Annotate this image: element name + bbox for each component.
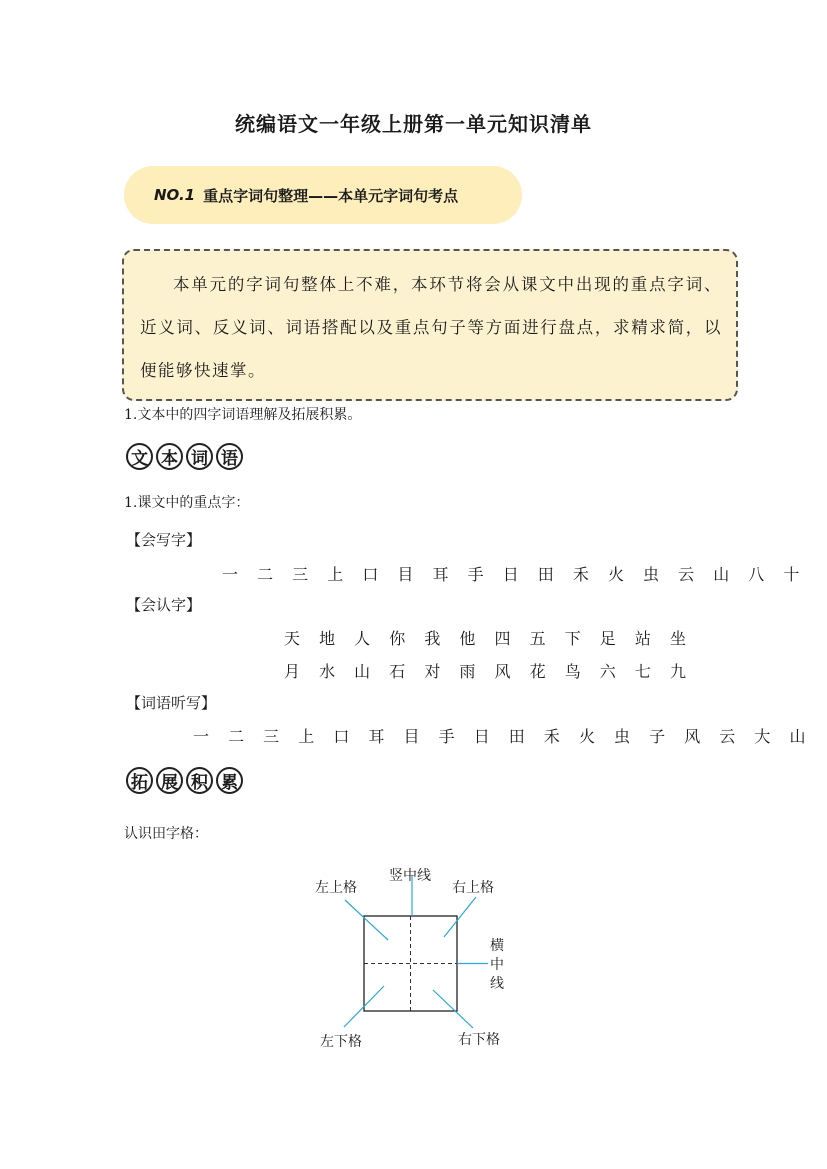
page-title: 统编语文一年级上册第一单元知识清单 [235, 112, 592, 136]
recognize-chars-row-2: 月 水 山 石 对 雨 风 花 鸟 六 七 九 [284, 662, 693, 681]
item-four-char-words: 1.文本中的四字词语理解及拓展积累。 [124, 407, 362, 423]
badge-char: 积 [186, 767, 213, 794]
recognize-chars-label: 【会认字】 [126, 596, 202, 614]
badge-char: 展 [156, 767, 183, 794]
badge-char: 文 [126, 443, 153, 470]
write-chars: 一 二 三 上 口 目 耳 手 日 田 禾 火 虫 云 山 八 十 [222, 565, 807, 584]
pointer-top-left [345, 900, 388, 940]
label-horizontal-center [490, 937, 504, 994]
grid-intro: 认识田字格： [124, 826, 208, 842]
badge-char: 拓 [126, 767, 153, 794]
badge-char: 语 [216, 443, 243, 470]
dictation-label: 【词语听写】 [126, 694, 217, 712]
pointer-bottom-right [433, 990, 473, 1028]
label-bottom-left: 左下格 [320, 1034, 362, 1050]
badge-extension [126, 767, 243, 794]
badge-char: 词 [186, 443, 213, 470]
label-char: 线 [490, 976, 504, 992]
intro-text: 本单元的字词句整体上不难，本环节将会从课文中出现的重点字词、近义词、反义词、词语搭配以及重点句子等方面进行盘点，求精求简，以便能够快速掌。 [140, 275, 722, 380]
label-char: 横 [490, 938, 504, 954]
badge-char: 累 [216, 767, 243, 794]
label-vertical-center: 竖中线 [389, 868, 431, 884]
intro-box [122, 249, 738, 401]
label-bottom-right: 右下格 [458, 1032, 500, 1048]
label-top-left: 左上格 [315, 880, 357, 896]
label-top-right: 右上格 [452, 880, 494, 896]
section-number: NO.1 [154, 186, 196, 204]
section-title: 重点字词句整理——本单元字词句考点 [203, 186, 459, 205]
badge-text-words [126, 443, 243, 470]
write-chars-label: 【会写字】 [126, 531, 202, 549]
badge-char: 本 [156, 443, 183, 470]
label-char: 中 [490, 957, 504, 973]
recognize-chars-row-1: 天 地 人 你 我 他 四 五 下 足 站 坐 [284, 629, 693, 648]
item-key-chars: 1.课文中的重点字： [124, 495, 250, 511]
section-heading [124, 166, 522, 224]
dictation-chars: 一 二 三 上 口 耳 目 手 日 田 禾 火 虫 子 风 云 大 山 [193, 727, 813, 746]
pointer-top-right [444, 897, 476, 937]
